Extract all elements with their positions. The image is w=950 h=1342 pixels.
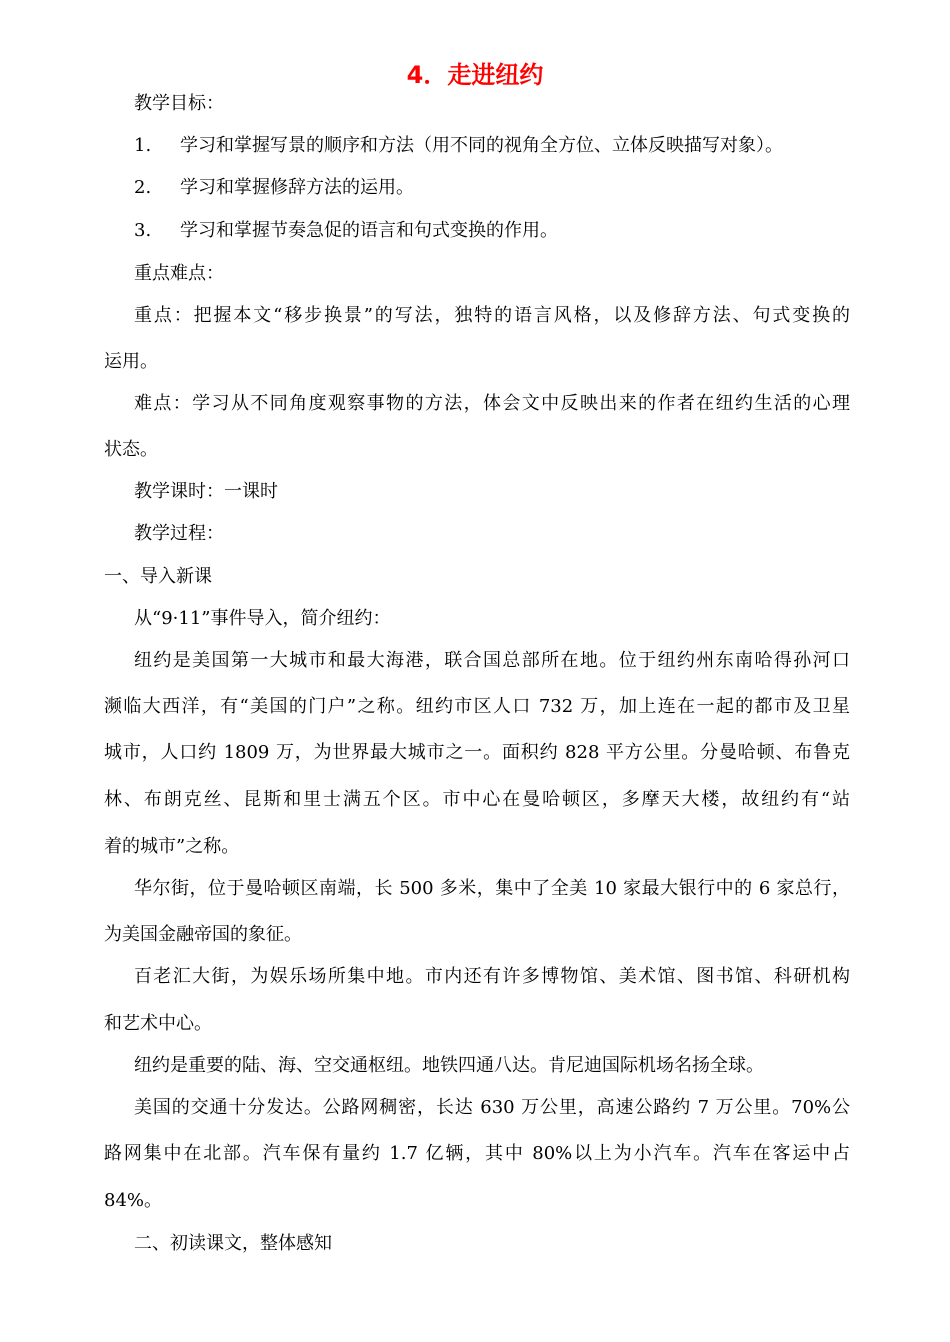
paragraph-line: 华尔街，位于曼哈顿区南端，长 500 多米，集中了全美 10 家最大银行中的 6 家总行，: [134, 878, 850, 899]
list-item: [134, 175, 850, 201]
list-item-text: 学习和掌握修辞方法的运用。: [180, 177, 414, 198]
list-item: [134, 133, 850, 159]
paragraph-line: 林、布朗克丝、昆斯和里士满五个区。市中心在曼哈顿区，多摩天大楼，故纽约有“站: [104, 789, 850, 810]
paragraph-line: 濒临大西洋，有“美国的门户”之称。纽约市区人口 732 万，加上连在一起的都市及卫星: [104, 696, 850, 717]
paragraph-line: 为美国金融帝国的象征。: [104, 924, 302, 945]
paragraph-line: 着的城市”之称。: [104, 836, 240, 857]
list-item-text: 学习和掌握写景的顺序和方法（用不同的视角全方位、立体反映描写对象）。: [180, 135, 783, 156]
paragraph-line: 难点：学习从不同角度观察事物的方法，体会文中反映出来的作者在纽约生活的心理: [134, 393, 850, 414]
list-number: 2.: [134, 177, 152, 198]
paragraph-line: 路网集中在北部。汽车保有量约 1.7 亿辆，其中 80%以上为小汽车。汽车在客运中占: [104, 1143, 850, 1164]
list-number: 3.: [134, 220, 152, 241]
paragraph-line: 百老汇大街，为娱乐场所集中地。市内还有许多博物馆、美术馆、图书馆、科研机构: [134, 966, 850, 987]
paragraph-line: 运用。: [104, 351, 158, 372]
list-item-text: 学习和掌握节奏急促的语言和句式变换的作用。: [180, 220, 558, 241]
list-item: [134, 218, 850, 244]
paragraph-line: 城市，人口约 1809 万，为世界最大城市之一。面积约 828 平方公里。分曼哈顿、布鲁克: [104, 742, 850, 763]
paragraph-line: 纽约是重要的陆、海、空交通枢纽。地铁四通八达。肯尼迪国际机场名扬全球。: [134, 1055, 764, 1076]
paragraph-line: 84%。: [104, 1190, 163, 1211]
paragraph-line: 美国的交通十分发达。公路网稠密，长达 630 万公里，高速公路约 7 万公里。70%公: [134, 1097, 850, 1118]
section-heading-first-reading: 二、初读课文，整体感知: [134, 1233, 332, 1254]
paragraph-line: 纽约是美国第一大城市和最大海港，联合国总部所在地。位于纽约州东南哈得孙河口: [134, 650, 850, 671]
paragraph-line: 状态。: [104, 439, 158, 460]
section-heading-key-points: 重点难点：: [134, 263, 224, 284]
section-heading-intro: 一、导入新课: [104, 566, 212, 587]
document-title: 4．走进纽约: [406, 61, 544, 89]
paragraph-line: 从“9·11”事件导入，简介纽约：: [134, 608, 391, 629]
section-heading-process: 教学过程：: [134, 523, 224, 544]
paragraph-line: 和艺术中心。: [104, 1013, 212, 1034]
list-number: 1.: [134, 135, 152, 156]
lesson-time: 教学课时：一课时: [134, 481, 278, 502]
paragraph-line: 重点：把握本文“移步换景”的写法，独特的语言风格，以及修辞方法、句式变换的: [134, 305, 850, 326]
section-heading-objectives: 教学目标：: [134, 93, 224, 114]
